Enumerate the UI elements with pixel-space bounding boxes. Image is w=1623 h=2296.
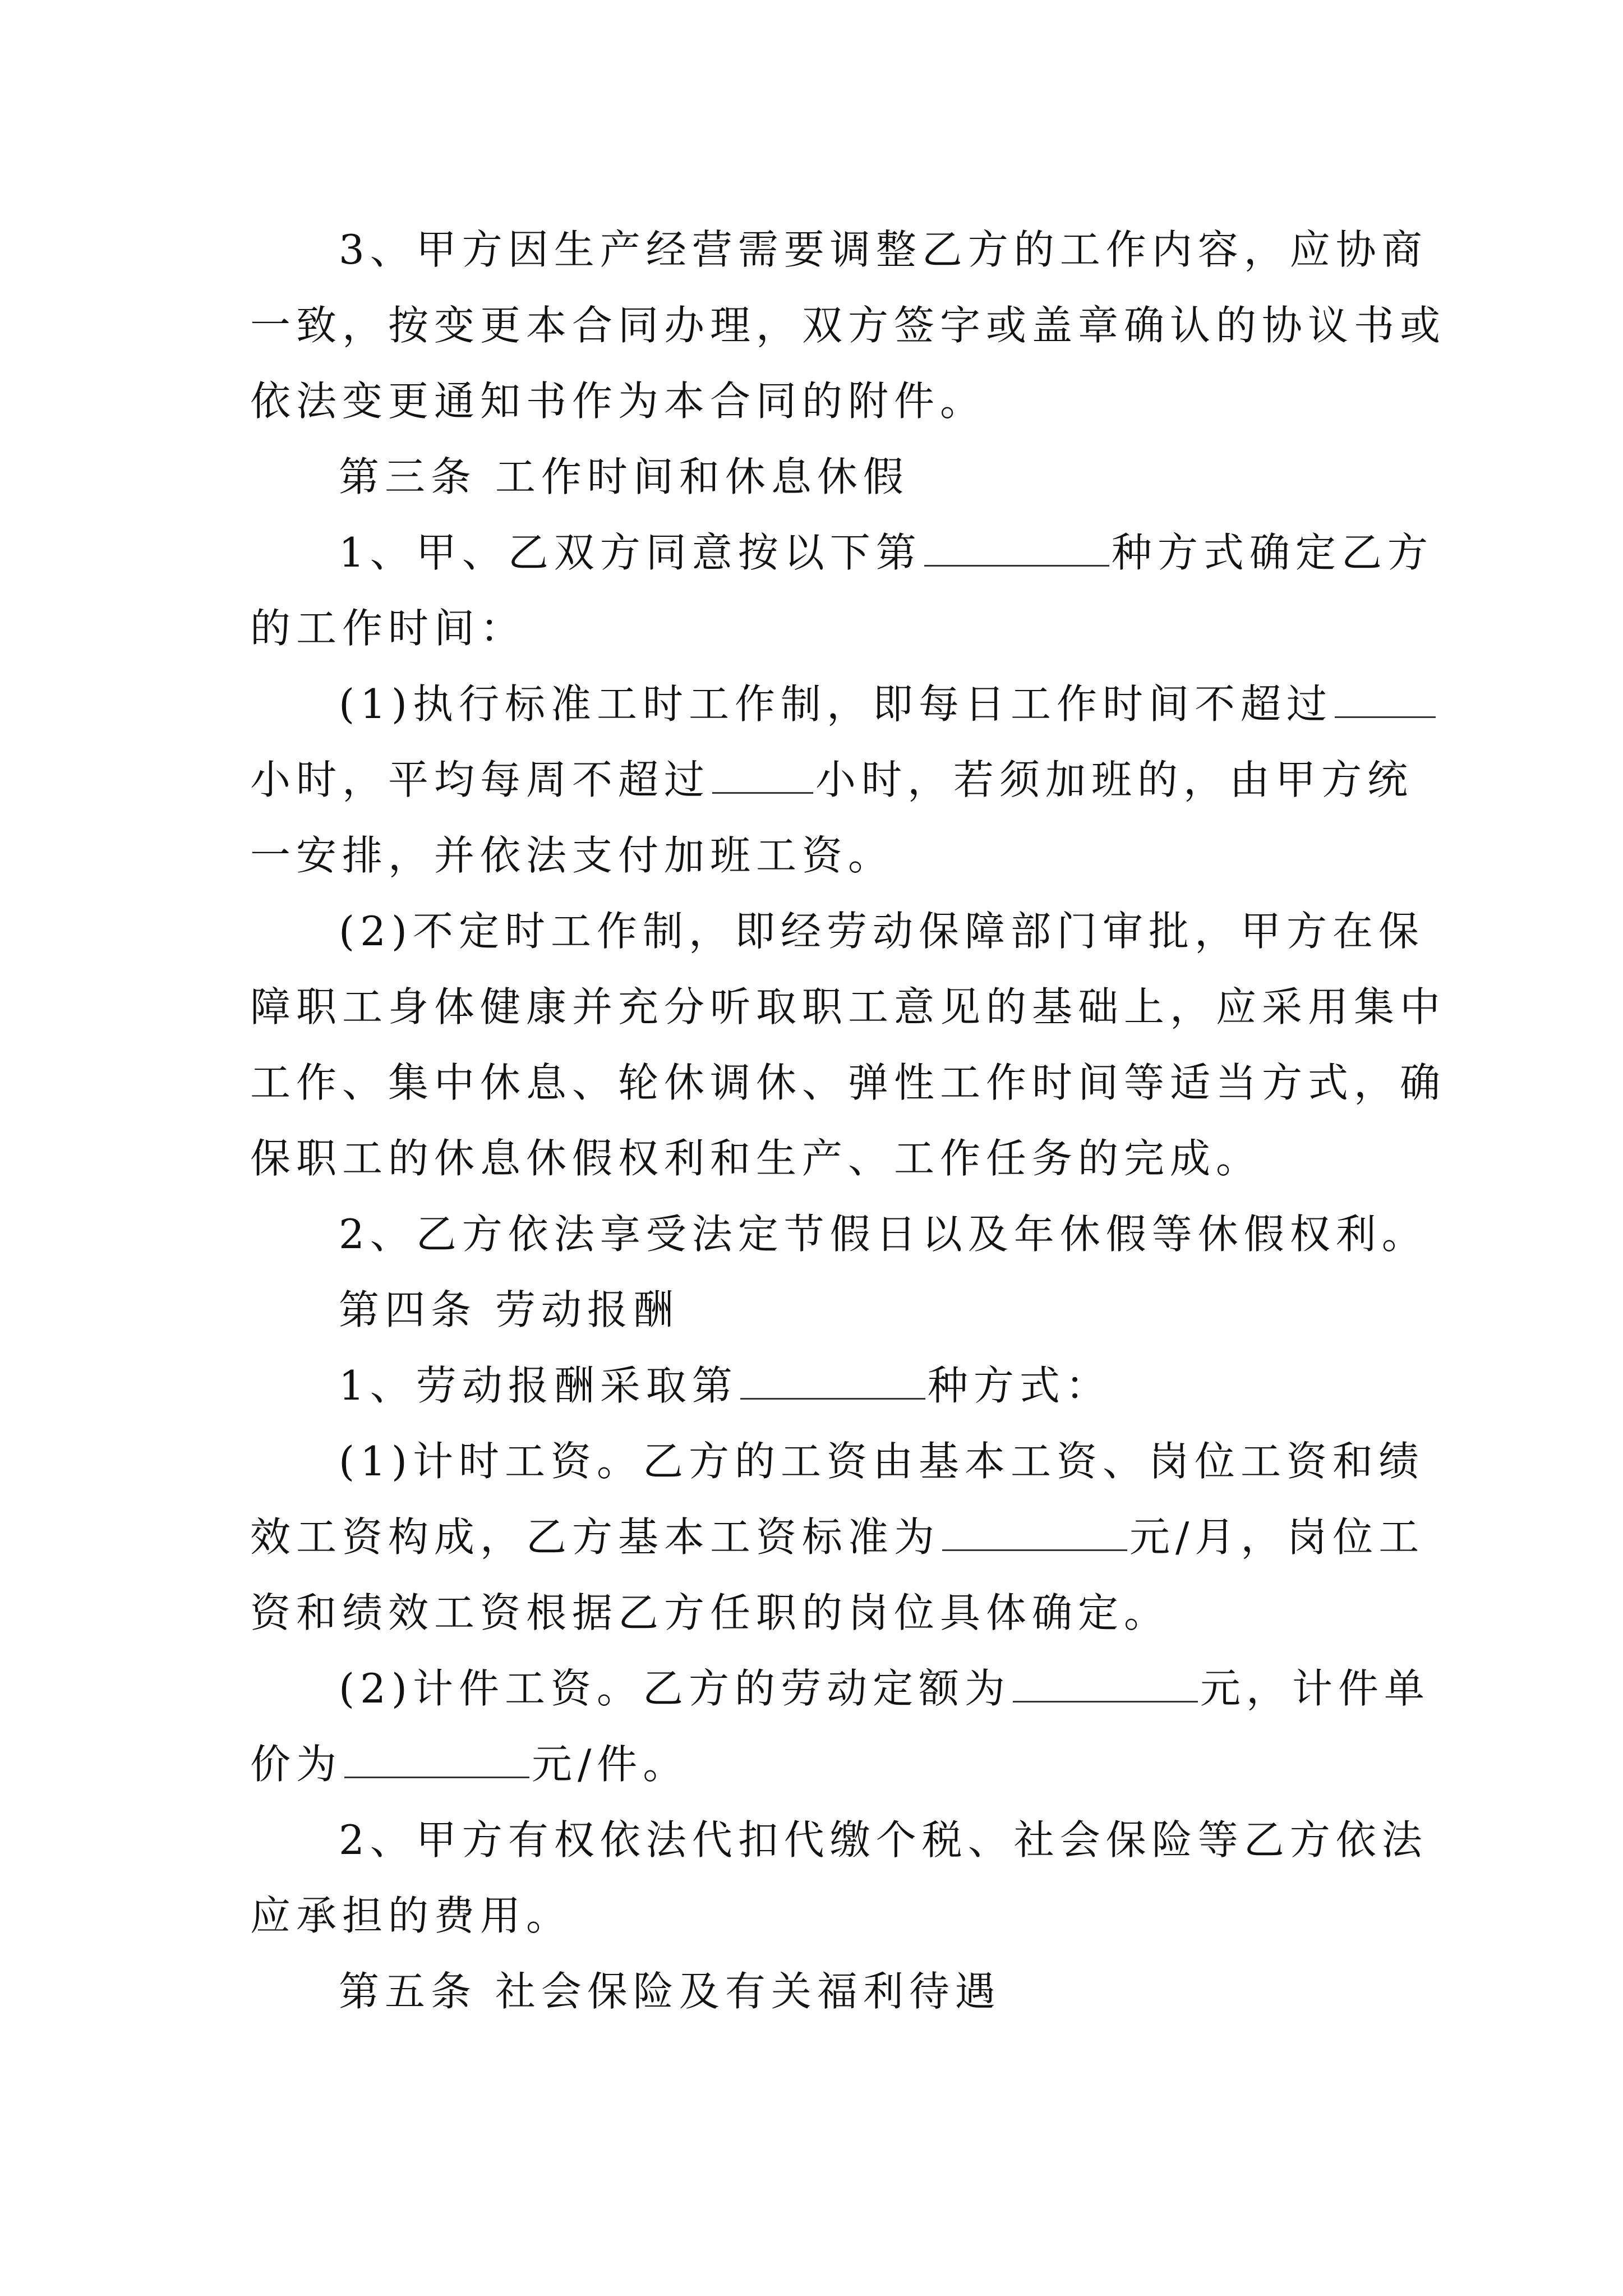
paragraph-line: 障职工身体健康并充分听取职工意见的基础上，应采用集中 (250, 983, 1446, 1030)
text-segment: 1、劳动报酬采取第 (339, 1362, 738, 1409)
text-segment: (1)执行标准工时工作制，即每日工作时间不超过 (339, 680, 1332, 728)
paragraph-line: 一安排，并依法支付加班工资。 (250, 832, 895, 879)
fill-in-blank[interactable] (924, 530, 1109, 567)
paragraph-line (339, 1660, 1430, 1717)
text-segment: 种方式： (927, 1362, 1112, 1409)
text-segment: 小时，若须加班的，由甲方统 (815, 756, 1414, 803)
text-segment: 小时，平均每周不超过 (250, 756, 711, 803)
paragraph-line: 3、甲方因生产经营需要调整乙方的工作内容，应协商 (339, 226, 1428, 273)
paragraph-line (339, 524, 1433, 581)
text-segment: 元/月，岗位工 (1129, 1513, 1425, 1561)
paragraph-line: 2、乙方依法享受法定节假日以及年休假等休假权利。 (339, 1211, 1428, 1258)
paragraph-line (250, 1509, 1424, 1565)
paragraph-line: 一致，按变更本合同办理，双方签字或盖章确认的协议书或 (250, 302, 1446, 349)
paragraph-line (250, 1736, 689, 1792)
paragraph-line: 资和绩效工资根据乙方任职的岗位具体确定。 (250, 1589, 1170, 1636)
fill-in-blank[interactable] (712, 757, 813, 794)
article-heading: 第三条 工作时间和休息休假 (339, 453, 909, 500)
paragraph-line (339, 1358, 1112, 1414)
fill-in-blank[interactable] (942, 1515, 1127, 1551)
text-segment: 效工资构成，乙方基本工资标准为 (250, 1513, 940, 1561)
paragraph-line: 依法变更通知书作为本合同的附件。 (250, 378, 986, 425)
fill-in-blank[interactable] (740, 1363, 925, 1400)
paragraph-line: 保职工的休息休假权利和生产、工作任务的完成。 (250, 1135, 1262, 1182)
paragraph-line: 的工作时间： (250, 605, 527, 652)
paragraph-line: (2)不定时工作制，即经劳动保障部门审批，甲方在保 (339, 908, 1424, 955)
text-segment: 价为 (250, 1741, 343, 1788)
text-segment: (2)计件工资。乙方的劳动定额为 (339, 1665, 1011, 1712)
paragraph-line (339, 676, 1438, 732)
paragraph-line: (1)计时工资。乙方的工资由基本工资、岗位工资和绩 (339, 1438, 1424, 1485)
text-segment: 元，计件单 (1200, 1665, 1431, 1712)
article-heading: 第四条 劳动报酬 (339, 1286, 679, 1333)
fill-in-blank[interactable] (1013, 1666, 1198, 1703)
paragraph-line: 2、甲方有权依法代扣代缴个税、社会保险等乙方依法 (339, 1816, 1428, 1864)
text-segment: 1、甲、乙双方同意按以下第 (339, 529, 922, 576)
text-segment: 种方式确定乙方 (1111, 529, 1433, 576)
fill-in-blank[interactable] (1335, 682, 1436, 718)
paragraph-line (250, 752, 1413, 808)
paragraph-line: 工作、集中休息、轮休调休、弹性工作时间等适当方式，确 (250, 1059, 1446, 1106)
fill-in-blank[interactable] (344, 1742, 529, 1778)
article-heading: 第五条 社会保险及有关福利待遇 (339, 1968, 1001, 2015)
text-segment: 元/件。 (532, 1741, 689, 1788)
paragraph-line: 应承担的费用。 (250, 1892, 573, 1939)
